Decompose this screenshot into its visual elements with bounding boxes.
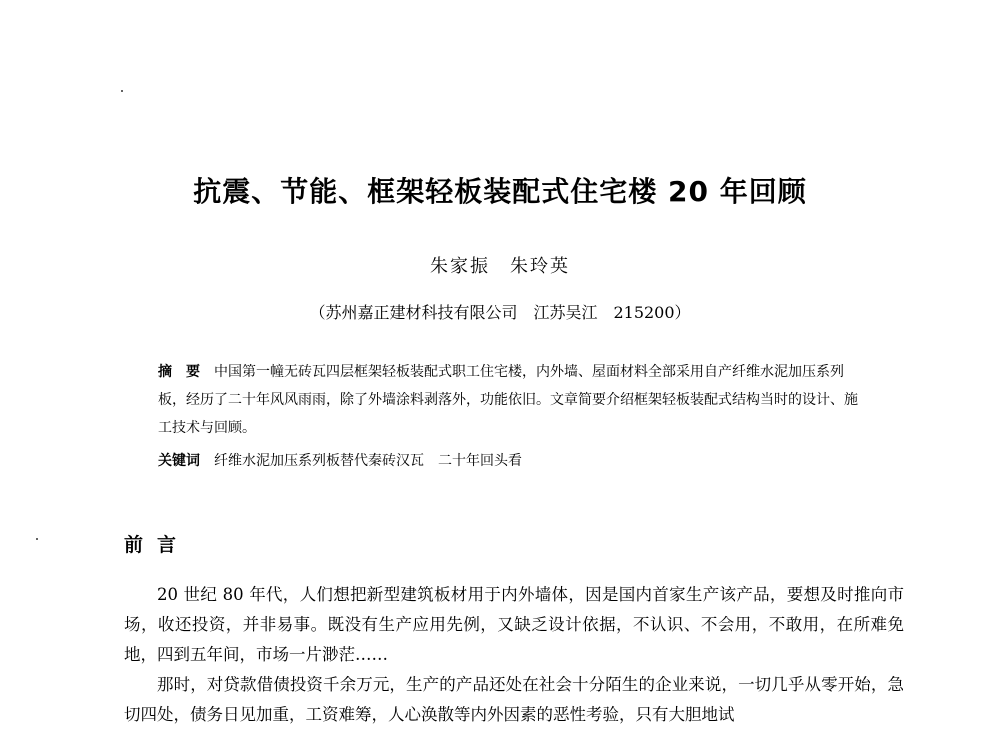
paper-title: 抗震、节能、框架轻板装配式住宅楼 20 年回顾 bbox=[193, 175, 807, 208]
abstract-label: 摘 要 bbox=[158, 364, 200, 380]
abstract-text: 中国第一幢无砖瓦四层框架轻板装配式职工住宅楼，内外墙、屋面材料全部采用自产纤维水泥加压系列板，经历了二十年风风雨雨，除了外墙涂料剥落外，功能依旧。文章简要介绍框架轻板装配式结构当时的设计、施工技术与回顾。 bbox=[158, 364, 858, 436]
section-heading: 前言 bbox=[124, 534, 191, 556]
body-text bbox=[124, 580, 904, 730]
abstract bbox=[158, 358, 868, 442]
paragraph: 那时，对贷款借债投资千余万元，生产的产品还处在社会十分陌生的企业来说，一切几乎从零开始，急切四处，债务日见加重，工资难筹，人心涣散等内外因素的恶性考验，只有大胆地试 bbox=[124, 675, 904, 724]
paragraph: 20 世纪 80 年代，人们想把新型建筑板材用于内外墙体，因是国内首家生产该产品，要想及时推向市场，收还投资，并非易事。既没有生产应用先例，又缺乏设计依据，不认识、不会用，不敢用，在所难免地，四到五年间，市场一片渺茫…… bbox=[124, 585, 904, 664]
scan-speck bbox=[121, 90, 123, 92]
keywords-text: 纤维水泥加压系列板替代秦砖汉瓦 二十年回头看 bbox=[214, 453, 522, 469]
scan-speck bbox=[36, 538, 38, 540]
authors: 朱家振 朱玲英 bbox=[430, 256, 570, 277]
affiliation: （苏州嘉正建材科技有限公司 江苏吴江 215200） bbox=[309, 303, 691, 322]
keywords-label: 关键词 bbox=[158, 453, 200, 469]
keywords bbox=[158, 450, 878, 470]
